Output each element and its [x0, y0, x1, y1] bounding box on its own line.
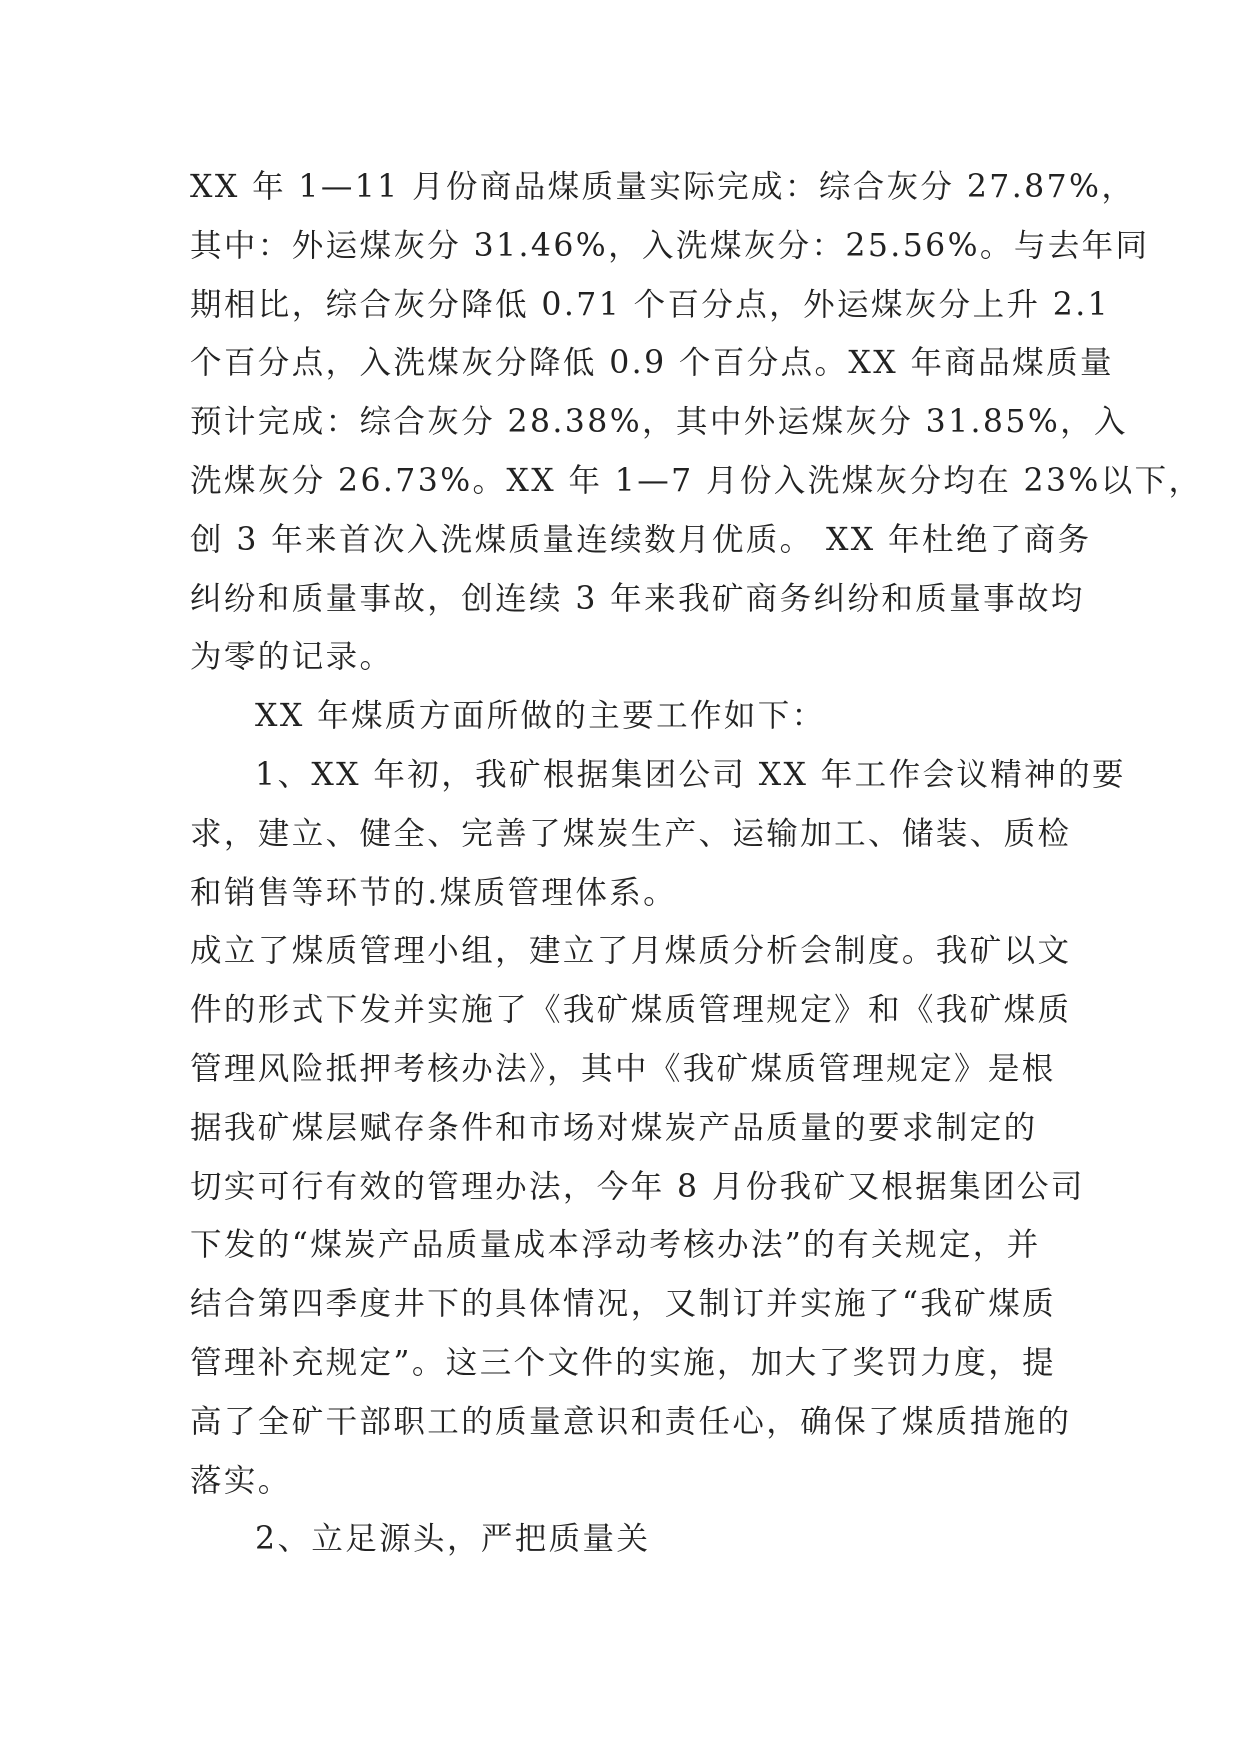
text-line: 下发的“煤炭产品质量成本浮动考核办法”的有关规定，并 — [190, 1227, 1041, 1264]
text-line: 成立了煤质管理小组，建立了月煤质分析会制度。我矿以文 — [190, 933, 1072, 970]
text-line: 据我矿煤层赋存条件和市场对煤炭产品质量的要求制定的 — [190, 1109, 1038, 1146]
text-line: 管理补充规定”。这三个文件的实施，加大了奖罚力度，提 — [190, 1344, 1057, 1381]
text-line: 1、XX 年初，我矿根据集团公司 XX 年工作会议精神的要 — [255, 756, 1126, 793]
document-body — [190, 158, 1203, 1569]
text-line: 为零的记录。 — [190, 639, 394, 676]
text-line: 创 3 年来首次入洗煤质量连续数月优质。 XX 年杜绝了商务 — [190, 521, 1092, 558]
text-line: 结合第四季度井下的具体情况，又制订并实施了“我矿煤质 — [190, 1286, 1057, 1323]
paragraph-item-1 — [190, 746, 1126, 922]
text-line: 件的形式下发并实施了《我矿煤质管理规定》和《我矿煤质 — [190, 992, 1072, 1029]
paragraph-main-work-intro — [190, 687, 1058, 746]
text-line: 其中：外运煤灰分 31.46%，入洗煤灰分：25.56%。与去年同 — [190, 227, 1150, 264]
text-line: 落实。 — [190, 1462, 292, 1499]
paragraph-management-group — [190, 922, 1085, 1510]
text-line: XX 年煤质方面所做的主要工作如下： — [255, 698, 826, 735]
text-line: 洗煤灰分 26.73%。XX 年 1—7 月份入洗煤灰分均在 23%以下， — [190, 462, 1203, 499]
text-line: 求，建立、健全、完善了煤炭生产、运输加工、储装、质检 — [190, 815, 1072, 852]
paragraph-coal-quality-results — [190, 158, 1203, 687]
paragraph-item-2 — [190, 1510, 1058, 1569]
text-line: 管理风险抵押考核办法》，其中《我矿煤质管理规定》是根 — [190, 1050, 1056, 1087]
text-line: 高了全矿干部职工的质量意识和责任心，确保了煤质措施的 — [190, 1403, 1072, 1440]
text-line: 个百分点，入洗煤灰分降低 0.9 个百分点。XX 年商品煤质量 — [190, 345, 1114, 382]
text-line: 2、立足源头，严把质量关 — [255, 1521, 651, 1558]
text-line: 纠纷和质量事故，创连续 3 年来我矿商务纠纷和质量事故均 — [190, 580, 1085, 617]
text-line: 期相比，综合灰分降低 0.71 个百分点，外运煤灰分上升 2.1 — [190, 286, 1111, 323]
text-line: 预计完成：综合灰分 28.38%，其中外运煤灰分 31.85%，入 — [190, 404, 1128, 441]
text-line: XX 年 1—11 月份商品煤质量实际完成：综合灰分 27.87%， — [190, 169, 1136, 205]
text-line: 切实可行有效的管理办法，今年 8 月份我矿又根据集团公司 — [190, 1168, 1085, 1205]
text-line: 和销售等环节的.煤质管理体系。 — [190, 874, 678, 911]
